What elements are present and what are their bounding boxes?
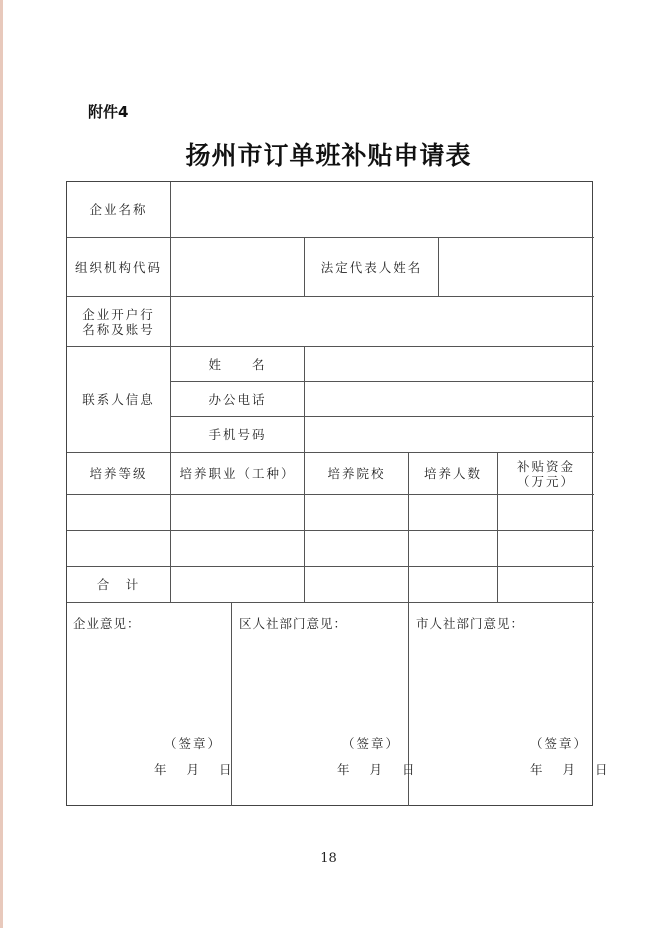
mobile-field[interactable] xyxy=(305,417,594,452)
school-header: 培养院校 xyxy=(327,466,386,481)
mobile-label: 手机号码 xyxy=(208,427,267,442)
company-date xyxy=(154,760,232,778)
year-label: 年 xyxy=(154,762,167,777)
attachment-label: 附件4 xyxy=(88,103,129,121)
occupation-header: 培养职业（工种） xyxy=(179,466,296,481)
subsidy-header xyxy=(498,453,594,494)
day-label: 日 xyxy=(219,762,232,777)
count-header: 培养人数 xyxy=(423,466,482,481)
month-label: 月 xyxy=(186,762,200,777)
contact-info-label: 联系人信息 xyxy=(82,392,155,407)
office-phone-field[interactable] xyxy=(305,382,594,416)
company-name-field[interactable] xyxy=(171,182,594,237)
page-number: 18 xyxy=(320,851,337,866)
company-opinion-label: 企业意见： xyxy=(73,616,141,631)
legal-rep-label: 法定代表人姓名 xyxy=(320,259,423,275)
form-title: 扬州市订单班补贴申请表 xyxy=(185,141,472,170)
bank-account-field[interactable] xyxy=(171,297,594,346)
district-seal: （签章） xyxy=(342,736,401,751)
day-label: 日 xyxy=(595,762,608,777)
application-form xyxy=(66,181,608,806)
district-opinion-label: 区人社部门意见： xyxy=(239,616,348,631)
total-label: 合 计 xyxy=(96,577,141,592)
month-label: 月 xyxy=(562,762,576,777)
district-date xyxy=(337,760,415,778)
subsidy-header-line1: 补贴资金 xyxy=(516,458,575,474)
table-row[interactable] xyxy=(67,495,594,530)
subsidy-header-line2: （万元） xyxy=(516,473,575,489)
city-date xyxy=(530,760,608,778)
day-label: 日 xyxy=(402,762,415,777)
legal-rep-field[interactable] xyxy=(439,238,594,296)
year-label: 年 xyxy=(530,762,543,777)
year-label: 年 xyxy=(337,762,350,777)
bank-label-line2: 名称及账号 xyxy=(82,321,155,337)
month-label: 月 xyxy=(369,762,383,777)
contact-name-label: 姓 名 xyxy=(208,356,267,372)
city-opinion-label: 市人社部门意见： xyxy=(416,616,525,631)
company-name-label: 企业名称 xyxy=(89,202,148,217)
bank-account-label xyxy=(67,297,170,346)
org-code-field[interactable] xyxy=(171,238,304,296)
bank-label-line1: 企业开户行 xyxy=(82,306,155,322)
city-seal: （签章） xyxy=(530,736,589,751)
level-header: 培养等级 xyxy=(89,466,148,481)
office-phone-label: 办公电话 xyxy=(208,391,267,407)
row-divider xyxy=(67,602,594,603)
total-row-fields[interactable] xyxy=(171,567,594,602)
table-row[interactable] xyxy=(67,531,594,566)
org-code-label: 组织机构代码 xyxy=(74,259,162,275)
company-seal: （签章） xyxy=(164,736,223,751)
contact-name-field[interactable] xyxy=(305,347,594,381)
